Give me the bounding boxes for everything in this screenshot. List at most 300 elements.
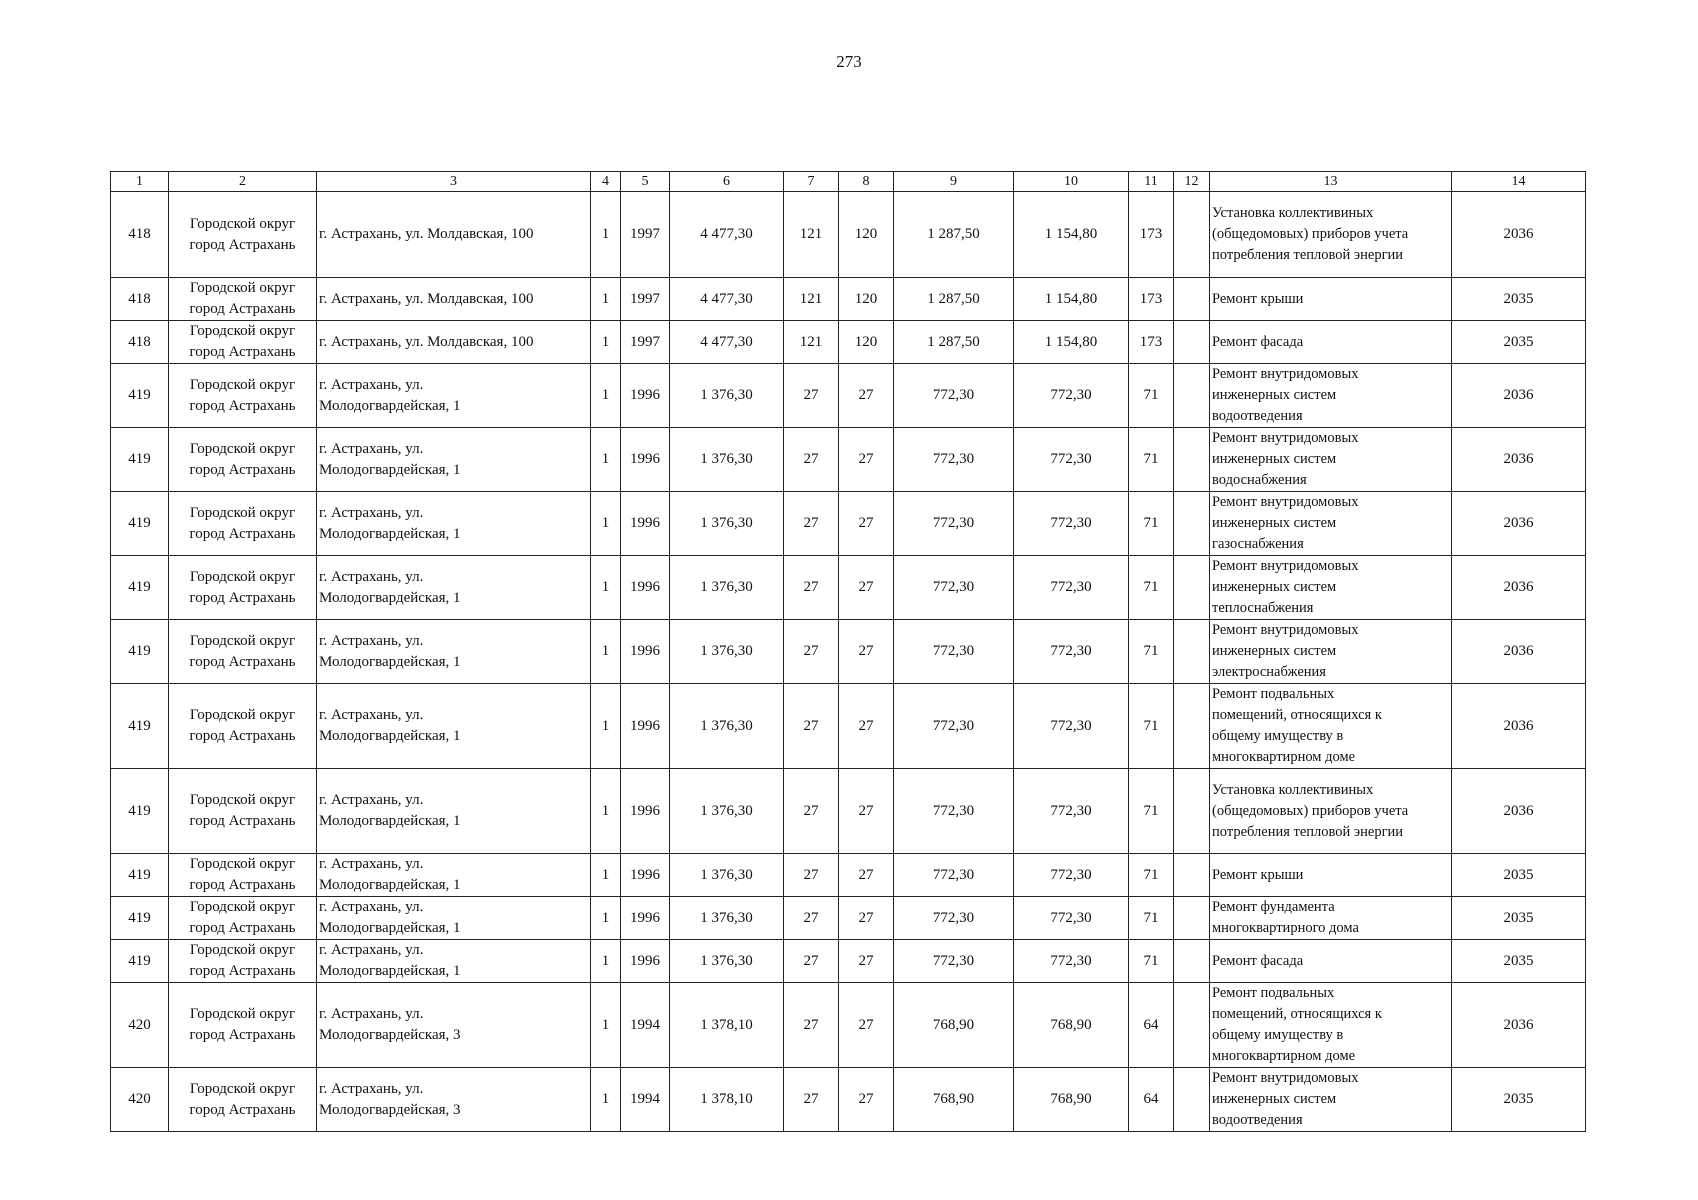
column-10-area-cell: 1 154,80 xyxy=(1014,278,1129,321)
column-4-cell: 1 xyxy=(591,897,621,940)
year-built-cell: 1996 xyxy=(621,854,670,897)
column-10-area-cell: 772,30 xyxy=(1014,492,1129,556)
table-row xyxy=(111,428,1586,492)
column-8-cell: 27 xyxy=(839,684,894,769)
address-cell-line: Молодогвардейская, 3 xyxy=(319,1101,461,1118)
municipality-cell-line: город Астрахань xyxy=(189,301,296,317)
column-4-cell: 1 xyxy=(591,321,621,364)
column-9-area-cell: 772,30 xyxy=(894,684,1014,769)
column-4-cell: 1 xyxy=(591,428,621,492)
work-type-cell-line: Ремонт фундамента xyxy=(1212,899,1335,915)
column-10-area-cell: 1 154,80 xyxy=(1014,192,1129,278)
municipality-cell-line: Городской округ xyxy=(189,1080,296,1097)
work-type-cell xyxy=(1210,428,1452,492)
column-7-cell: 27 xyxy=(784,769,839,854)
table-row xyxy=(111,556,1586,620)
column-9-area-cell: 768,90 xyxy=(894,983,1014,1068)
column-10-area-cell: 772,30 xyxy=(1014,854,1129,897)
work-type-cell-line: инженерных систем xyxy=(1212,515,1337,531)
planned-year-cell: 2035 xyxy=(1452,854,1586,897)
column-8-cell: 27 xyxy=(839,620,894,684)
year-built-cell: 1996 xyxy=(621,940,670,983)
municipality-cell-line: город Астрахань xyxy=(189,397,296,414)
column-11-cell: 71 xyxy=(1129,940,1174,983)
work-type-cell-line: Ремонт крыши xyxy=(1212,290,1304,307)
address-cell xyxy=(317,492,591,556)
address-cell xyxy=(317,769,591,854)
address-cell xyxy=(317,854,591,897)
work-type-cell-line: Ремонт внутридомовых xyxy=(1212,494,1359,510)
column-11-cell: 71 xyxy=(1129,364,1174,428)
column-10-area-cell: 772,30 xyxy=(1014,428,1129,492)
work-type-cell-line: потребления тепловой энергии xyxy=(1212,823,1404,840)
year-built-cell: 1997 xyxy=(621,321,670,364)
municipality-cell-line: Городской округ xyxy=(189,280,296,296)
column-header-5: 5 xyxy=(621,172,670,192)
work-type-cell-line: Ремонт внутридомовых xyxy=(1212,430,1359,446)
column-4-cell: 1 xyxy=(591,940,621,983)
address-cell xyxy=(317,428,591,492)
address-cell-line: г. Астрахань, ул. xyxy=(319,1080,424,1097)
column-4-cell: 1 xyxy=(591,684,621,769)
year-built-cell: 1996 xyxy=(621,897,670,940)
total-area-cell: 1 376,30 xyxy=(670,620,784,684)
row-number-cell: 419 xyxy=(111,854,169,897)
work-type-cell-line: Ремонт подвальных xyxy=(1212,686,1335,702)
total-area-cell: 1 376,30 xyxy=(670,684,784,769)
row-number-cell: 419 xyxy=(111,492,169,556)
municipality-cell-line: Городской округ xyxy=(189,440,296,457)
year-built-cell: 1996 xyxy=(621,769,670,854)
column-4-cell: 1 xyxy=(591,192,621,278)
table-row xyxy=(111,620,1586,684)
municipality-cell-line: Городской округ xyxy=(189,376,296,393)
column-header-3: 3 xyxy=(317,172,591,192)
municipality-cell xyxy=(169,769,317,854)
table-row xyxy=(111,897,1586,940)
work-type-cell-line: Ремонт фасада xyxy=(1212,333,1304,350)
address-cell-line: Молодогвардейская, 1 xyxy=(319,653,461,670)
table-row xyxy=(111,192,1586,278)
column-10-area-cell: 772,30 xyxy=(1014,556,1129,620)
table-row xyxy=(111,321,1586,364)
column-8-cell: 27 xyxy=(839,769,894,854)
total-area-cell: 4 477,30 xyxy=(670,192,784,278)
page-number: 273 xyxy=(836,52,862,71)
work-type-cell-line: (общедомовых) приборов учета xyxy=(1212,802,1409,819)
address-cell-line: г. Астрахань, ул. xyxy=(319,856,424,872)
column-header-10: 10 xyxy=(1014,172,1129,192)
row-number-cell: 419 xyxy=(111,620,169,684)
column-11-cell: 71 xyxy=(1129,854,1174,897)
address-cell xyxy=(317,278,591,321)
work-type-cell-line: Ремонт внутридомовых xyxy=(1212,622,1359,638)
address-cell xyxy=(317,364,591,428)
municipality-cell-line: город Астрахань xyxy=(189,461,296,478)
column-11-cell: 173 xyxy=(1129,321,1174,364)
column-7-cell: 27 xyxy=(784,492,839,556)
municipality-cell xyxy=(169,684,317,769)
address-cell-line: г. Астрахань, ул. xyxy=(319,1006,424,1022)
work-type-cell-line: газоснабжения xyxy=(1212,536,1304,552)
column-9-area-cell: 772,30 xyxy=(894,492,1014,556)
work-type-cell xyxy=(1210,983,1452,1068)
column-8-cell: 27 xyxy=(839,556,894,620)
column-header-11: 11 xyxy=(1129,172,1174,192)
address-cell-line: г. Астрахань, ул. xyxy=(319,707,424,723)
column-4-cell: 1 xyxy=(591,364,621,428)
work-type-cell-line: многоквартирном доме xyxy=(1212,749,1356,765)
planned-year-cell: 2036 xyxy=(1452,364,1586,428)
table-row xyxy=(111,684,1586,769)
planned-year-cell: 2036 xyxy=(1452,428,1586,492)
row-number-cell: 420 xyxy=(111,1068,169,1132)
address-cell xyxy=(317,321,591,364)
column-9-area-cell: 772,30 xyxy=(894,897,1014,940)
column-header-1: 1 xyxy=(111,172,169,192)
column-7-cell: 121 xyxy=(784,278,839,321)
column-12-cell xyxy=(1174,1068,1210,1132)
total-area-cell: 1 376,30 xyxy=(670,940,784,983)
municipality-cell xyxy=(169,897,317,940)
total-area-cell: 1 378,10 xyxy=(670,1068,784,1132)
column-11-cell: 173 xyxy=(1129,192,1174,278)
column-9-area-cell: 1 287,50 xyxy=(894,192,1014,278)
municipality-cell-line: город Астрахань xyxy=(189,344,296,360)
table-row xyxy=(111,492,1586,556)
address-cell xyxy=(317,983,591,1068)
column-12-cell xyxy=(1174,364,1210,428)
year-built-cell: 1997 xyxy=(621,278,670,321)
address-cell-line: г. Астрахань, ул. Молдавская, 100 xyxy=(319,333,534,350)
work-type-cell-line: помещений, относящихся к xyxy=(1212,707,1382,723)
column-12-cell xyxy=(1174,321,1210,364)
municipality-cell-line: город Астрахань xyxy=(189,920,296,936)
row-number-cell: 419 xyxy=(111,897,169,940)
column-4-cell: 1 xyxy=(591,854,621,897)
column-4-cell: 1 xyxy=(591,620,621,684)
work-type-cell xyxy=(1210,364,1452,428)
total-area-cell: 1 376,30 xyxy=(670,769,784,854)
address-cell xyxy=(317,897,591,940)
work-type-cell-line: Ремонт крыши xyxy=(1212,866,1304,883)
column-9-area-cell: 772,30 xyxy=(894,854,1014,897)
column-10-area-cell: 772,30 xyxy=(1014,769,1129,854)
planned-year-cell: 2035 xyxy=(1452,1068,1586,1132)
column-4-cell: 1 xyxy=(591,983,621,1068)
work-type-cell xyxy=(1210,620,1452,684)
planned-year-cell: 2035 xyxy=(1452,897,1586,940)
work-type-cell-line: инженерных систем xyxy=(1212,1091,1337,1107)
column-12-cell xyxy=(1174,556,1210,620)
work-type-cell-line: водоотведения xyxy=(1212,408,1303,424)
column-8-cell: 120 xyxy=(839,192,894,278)
column-12-cell xyxy=(1174,769,1210,854)
work-type-cell-line: помещений, относящихся к xyxy=(1212,1006,1382,1022)
work-type-cell-line: Ремонт подвальных xyxy=(1212,985,1335,1001)
column-header-12: 12 xyxy=(1174,172,1210,192)
column-8-cell: 27 xyxy=(839,897,894,940)
municipality-cell-line: Городской округ xyxy=(189,568,296,585)
municipality-cell-line: Городской округ xyxy=(189,856,296,872)
column-4-cell: 1 xyxy=(591,278,621,321)
column-12-cell xyxy=(1174,684,1210,769)
column-7-cell: 27 xyxy=(784,620,839,684)
table-row xyxy=(111,769,1586,854)
table-row xyxy=(111,364,1586,428)
column-11-cell: 71 xyxy=(1129,684,1174,769)
column-11-cell: 71 xyxy=(1129,492,1174,556)
address-cell-line: г. Астрахань, ул. xyxy=(319,942,424,958)
year-built-cell: 1996 xyxy=(621,684,670,769)
column-10-area-cell: 1 154,80 xyxy=(1014,321,1129,364)
address-cell-line: Молодогвардейская, 1 xyxy=(319,920,461,936)
municipality-cell-line: город Астрахань xyxy=(189,877,296,893)
address-cell-line: Молодогвардейская, 1 xyxy=(319,728,461,744)
municipality-cell-line: Городской округ xyxy=(189,942,296,958)
year-built-cell: 1996 xyxy=(621,364,670,428)
column-7-cell: 27 xyxy=(784,854,839,897)
address-cell-line: г. Астрахань, ул. xyxy=(319,504,424,521)
column-10-area-cell: 772,30 xyxy=(1014,940,1129,983)
column-4-cell: 1 xyxy=(591,769,621,854)
column-7-cell: 27 xyxy=(784,428,839,492)
address-cell xyxy=(317,556,591,620)
column-10-area-cell: 772,30 xyxy=(1014,364,1129,428)
column-header-4: 4 xyxy=(591,172,621,192)
municipality-cell-line: Городской округ xyxy=(189,632,296,649)
capital-repair-register-table xyxy=(110,171,1586,1132)
column-header-13: 13 xyxy=(1210,172,1452,192)
municipality-cell xyxy=(169,1068,317,1132)
work-type-cell xyxy=(1210,1068,1452,1132)
total-area-cell: 1 376,30 xyxy=(670,897,784,940)
address-cell xyxy=(317,1068,591,1132)
column-8-cell: 27 xyxy=(839,940,894,983)
municipality-cell xyxy=(169,940,317,983)
column-9-area-cell: 1 287,50 xyxy=(894,321,1014,364)
column-9-area-cell: 1 287,50 xyxy=(894,278,1014,321)
column-9-area-cell: 772,30 xyxy=(894,620,1014,684)
row-number-cell: 418 xyxy=(111,192,169,278)
work-type-cell xyxy=(1210,492,1452,556)
column-7-cell: 27 xyxy=(784,1068,839,1132)
work-type-cell-line: Установка коллективиных xyxy=(1212,781,1374,798)
municipality-cell xyxy=(169,278,317,321)
column-12-cell xyxy=(1174,192,1210,278)
column-12-cell xyxy=(1174,620,1210,684)
row-number-cell: 419 xyxy=(111,428,169,492)
work-type-cell-line: Ремонт внутридомовых xyxy=(1212,366,1359,382)
table-row xyxy=(111,1068,1586,1132)
municipality-cell xyxy=(169,364,317,428)
column-10-area-cell: 772,30 xyxy=(1014,620,1129,684)
total-area-cell: 4 477,30 xyxy=(670,321,784,364)
address-cell-line: г. Астрахань, ул. xyxy=(319,568,424,585)
column-12-cell xyxy=(1174,278,1210,321)
column-7-cell: 27 xyxy=(784,983,839,1068)
address-cell-line: г. Астрахань, ул. xyxy=(319,632,424,649)
municipality-cell xyxy=(169,556,317,620)
column-8-cell: 27 xyxy=(839,854,894,897)
column-number-row xyxy=(111,172,1586,192)
column-8-cell: 120 xyxy=(839,321,894,364)
column-9-area-cell: 768,90 xyxy=(894,1068,1014,1132)
municipality-cell-line: Городской округ xyxy=(189,215,296,232)
work-type-cell-line: Ремонт внутридомовых xyxy=(1212,1070,1359,1086)
planned-year-cell: 2035 xyxy=(1452,940,1586,983)
address-cell-line: г. Астрахань, ул. Молдавская, 100 xyxy=(319,290,534,307)
work-type-cell-line: общему имуществу в xyxy=(1212,1027,1344,1043)
column-11-cell: 71 xyxy=(1129,897,1174,940)
column-11-cell: 71 xyxy=(1129,556,1174,620)
work-type-cell xyxy=(1210,684,1452,769)
address-cell-line: Молодогвардейская, 1 xyxy=(319,813,461,829)
planned-year-cell: 2035 xyxy=(1452,278,1586,321)
row-number-cell: 419 xyxy=(111,556,169,620)
municipality-cell-line: Городской округ xyxy=(189,707,296,723)
column-11-cell: 71 xyxy=(1129,428,1174,492)
column-10-area-cell: 768,90 xyxy=(1014,1068,1129,1132)
planned-year-cell: 2036 xyxy=(1452,192,1586,278)
work-type-cell-line: инженерных систем xyxy=(1212,387,1337,403)
column-8-cell: 27 xyxy=(839,428,894,492)
row-number-cell: 419 xyxy=(111,940,169,983)
column-8-cell: 27 xyxy=(839,983,894,1068)
work-type-cell-line: (общедомовых) приборов учета xyxy=(1212,226,1409,242)
address-cell xyxy=(317,940,591,983)
work-type-cell-line: Ремонт внутридомовых xyxy=(1212,558,1359,574)
column-11-cell: 71 xyxy=(1129,620,1174,684)
address-cell xyxy=(317,620,591,684)
address-cell xyxy=(317,192,591,278)
column-header-2: 2 xyxy=(169,172,317,192)
work-type-cell xyxy=(1210,321,1452,364)
address-cell-line: г. Астрахань, ул. xyxy=(319,440,424,457)
municipality-cell-line: город Астрахань xyxy=(189,653,296,670)
planned-year-cell: 2036 xyxy=(1452,983,1586,1068)
column-12-cell xyxy=(1174,854,1210,897)
work-type-cell-line: общему имуществу в xyxy=(1212,728,1344,744)
municipality-cell-line: город Астрахань xyxy=(189,589,296,606)
column-7-cell: 27 xyxy=(784,364,839,428)
planned-year-cell: 2036 xyxy=(1452,684,1586,769)
column-10-area-cell: 772,30 xyxy=(1014,684,1129,769)
work-type-cell-line: водоснабжения xyxy=(1212,472,1307,488)
work-type-cell-line: многоквартирного дома xyxy=(1212,920,1359,936)
municipality-cell-line: Городской округ xyxy=(189,504,296,521)
table-row xyxy=(111,278,1586,321)
column-10-area-cell: 768,90 xyxy=(1014,983,1129,1068)
municipality-cell-line: город Астрахань xyxy=(189,813,296,829)
work-type-cell xyxy=(1210,556,1452,620)
column-7-cell: 27 xyxy=(784,897,839,940)
column-8-cell: 27 xyxy=(839,364,894,428)
year-built-cell: 1996 xyxy=(621,428,670,492)
work-type-cell-line: инженерных систем xyxy=(1212,451,1337,467)
column-header-14: 14 xyxy=(1452,172,1586,192)
municipality-cell-line: Городской округ xyxy=(189,1006,296,1022)
table-row xyxy=(111,854,1586,897)
total-area-cell: 1 378,10 xyxy=(670,983,784,1068)
column-8-cell: 120 xyxy=(839,278,894,321)
column-4-cell: 1 xyxy=(591,1068,621,1132)
year-built-cell: 1996 xyxy=(621,556,670,620)
planned-year-cell: 2036 xyxy=(1452,769,1586,854)
work-type-cell-line: многоквартирном доме xyxy=(1212,1048,1356,1064)
column-11-cell: 173 xyxy=(1129,278,1174,321)
municipality-cell-line: город Астрахань xyxy=(189,1101,296,1118)
column-8-cell: 27 xyxy=(839,1068,894,1132)
work-type-cell-line: потребления тепловой энергии xyxy=(1212,247,1404,263)
column-9-area-cell: 772,30 xyxy=(894,769,1014,854)
column-header-8: 8 xyxy=(839,172,894,192)
column-header-6: 6 xyxy=(670,172,784,192)
total-area-cell: 4 477,30 xyxy=(670,278,784,321)
address-cell-line: г. Астрахань, ул. xyxy=(319,899,424,915)
column-4-cell: 1 xyxy=(591,492,621,556)
work-type-cell-line: электроснабжения xyxy=(1212,664,1326,680)
address-cell-line: Молодогвардейская, 1 xyxy=(319,963,461,979)
municipality-cell xyxy=(169,192,317,278)
planned-year-cell: 2036 xyxy=(1452,492,1586,556)
planned-year-cell: 2036 xyxy=(1452,620,1586,684)
address-cell xyxy=(317,684,591,769)
row-number-cell: 419 xyxy=(111,364,169,428)
year-built-cell: 1994 xyxy=(621,1068,670,1132)
municipality-cell xyxy=(169,983,317,1068)
total-area-cell: 1 376,30 xyxy=(670,556,784,620)
year-built-cell: 1996 xyxy=(621,492,670,556)
column-12-cell xyxy=(1174,897,1210,940)
total-area-cell: 1 376,30 xyxy=(670,364,784,428)
row-number-cell: 419 xyxy=(111,769,169,854)
work-type-cell xyxy=(1210,278,1452,321)
work-type-cell-line: инженерных систем xyxy=(1212,579,1337,595)
column-11-cell: 64 xyxy=(1129,1068,1174,1132)
municipality-cell-line: Городской округ xyxy=(189,899,296,915)
work-type-cell-line: водоотведения xyxy=(1212,1112,1303,1128)
column-4-cell: 1 xyxy=(591,556,621,620)
column-7-cell: 27 xyxy=(784,556,839,620)
address-cell-line: Молодогвардейская, 1 xyxy=(319,877,461,893)
column-12-cell xyxy=(1174,492,1210,556)
year-built-cell: 1996 xyxy=(621,620,670,684)
planned-year-cell: 2036 xyxy=(1452,556,1586,620)
total-area-cell: 1 376,30 xyxy=(670,854,784,897)
row-number-cell: 419 xyxy=(111,684,169,769)
column-header-7: 7 xyxy=(784,172,839,192)
address-cell-line: Молодогвардейская, 1 xyxy=(319,589,461,606)
address-cell-line: г. Астрахань, ул. Молдавская, 100 xyxy=(319,226,534,242)
column-7-cell: 27 xyxy=(784,684,839,769)
work-type-cell-line: теплоснабжения xyxy=(1212,600,1314,616)
municipality-cell-line: Городской округ xyxy=(189,792,296,808)
work-type-cell xyxy=(1210,769,1452,854)
column-12-cell xyxy=(1174,983,1210,1068)
column-11-cell: 64 xyxy=(1129,983,1174,1068)
column-7-cell: 27 xyxy=(784,940,839,983)
municipality-cell-line: город Астрахань xyxy=(189,1027,296,1043)
address-cell-line: Молодогвардейская, 1 xyxy=(319,525,461,542)
table-row xyxy=(111,983,1586,1068)
municipality-cell xyxy=(169,321,317,364)
planned-year-cell: 2035 xyxy=(1452,321,1586,364)
municipality-cell xyxy=(169,620,317,684)
address-cell-line: Молодогвардейская, 1 xyxy=(319,461,461,478)
column-11-cell: 71 xyxy=(1129,769,1174,854)
municipality-cell xyxy=(169,854,317,897)
